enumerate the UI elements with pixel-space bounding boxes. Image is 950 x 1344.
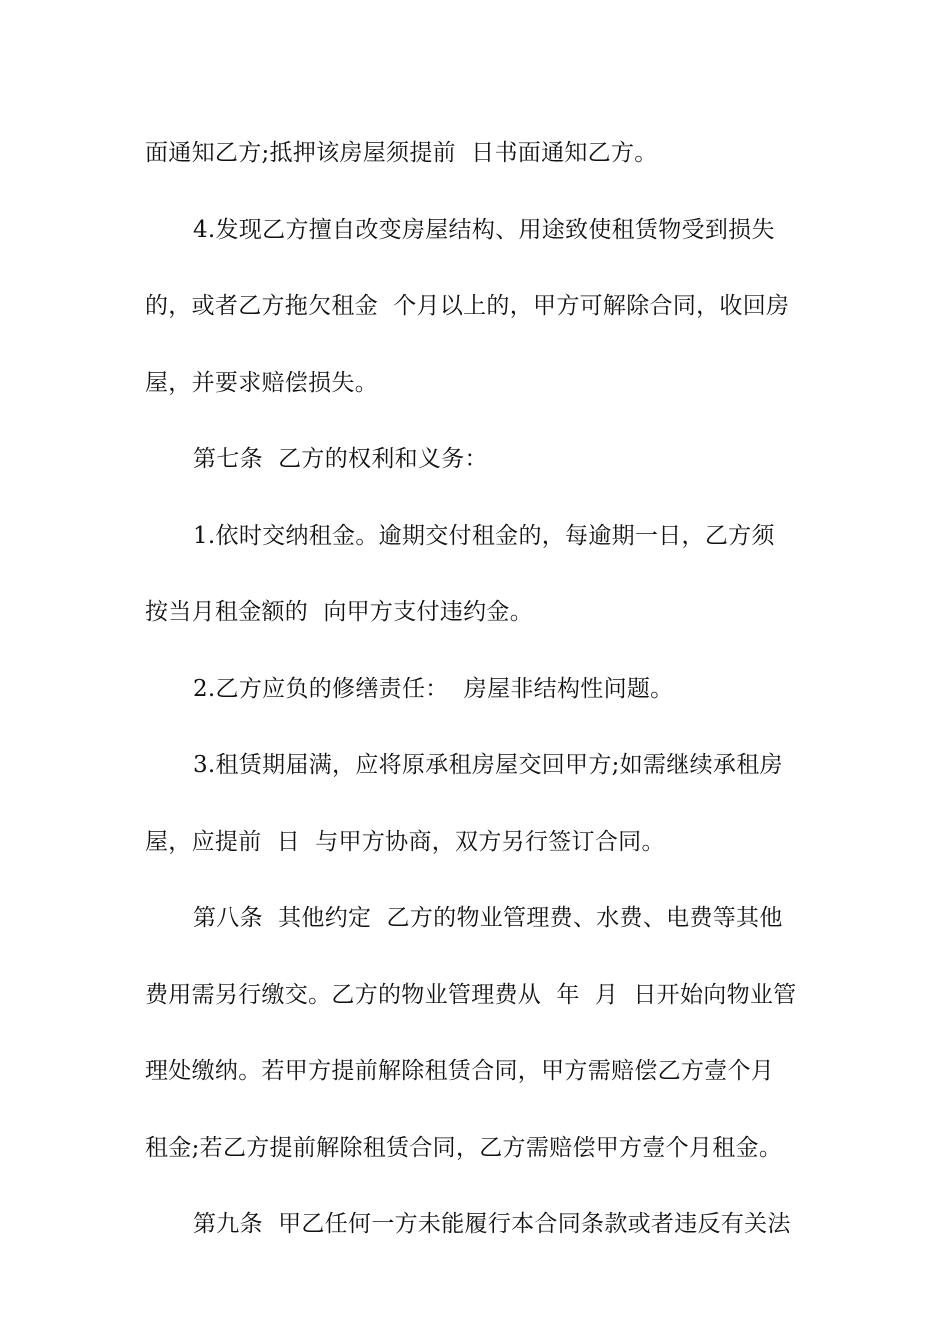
section-heading: 第七条 乙方的权利和义务： (193, 446, 488, 472)
text-line: 第九条 甲乙任何一方未能履行本合同条款或者违反有关法 (193, 1211, 791, 1237)
document-body (145, 130, 810, 1278)
text-line: 屋，应提前 日 与甲方协商，双方另行签订合同。 (145, 828, 665, 855)
text-line: 4.发现乙方擅自改变房屋结构、用途致使租赁物受到损失 (193, 216, 775, 243)
text-line: 的，或者乙方拖欠租金 个月以上的，甲方可解除合同，收回房 (145, 293, 790, 319)
text-line: 面通知乙方;抵押该房屋须提前 日书面通知乙方。 (145, 140, 658, 166)
text-line: 理处缴纳。若甲方提前解除租赁合同，甲方需赔偿乙方壹个月 (145, 1058, 775, 1084)
text-line: 2.乙方应负的修缮责任： 房屋非结构性问题。 (193, 675, 674, 702)
text-line: 第八条 其他约定 乙方的物业管理费、水费、电费等其他 (193, 905, 783, 931)
text-line: 费用需另行缴交。乙方的物业管理费从 年 月 日开始向物业管 (145, 981, 797, 1008)
text-line: 按当月租金额的 向甲方支付违约金。 (145, 599, 534, 625)
text-line: 3.租赁期届满，应将原承租房屋交回甲方;如需继续承租房 (193, 752, 783, 778)
text-line: 租金;若乙方提前解除租赁合同，乙方需赔偿甲方壹个月租金。 (145, 1134, 783, 1161)
text-line: 屋，并要求赔偿损失。 (145, 369, 378, 396)
text-line: 1.依时交纳租金。逾期交付租金的，每逾期一日，乙方须 (193, 522, 775, 549)
